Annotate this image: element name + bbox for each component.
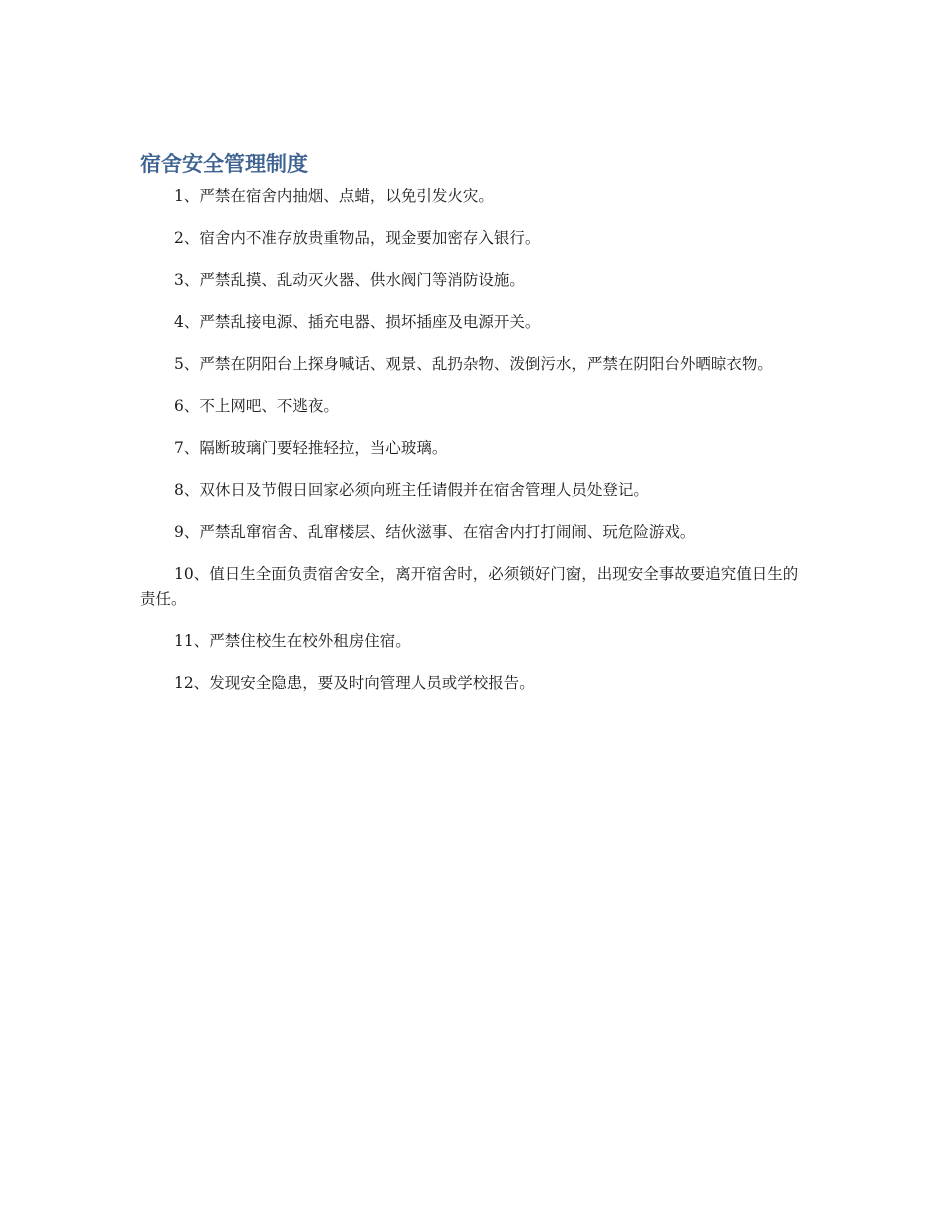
rule-item: 6、不上网吧、不逃夜。 <box>174 397 339 415</box>
rule-item: 4、严禁乱接电源、插充电器、损坏插座及电源开关。 <box>174 313 541 331</box>
rule-item: 9、严禁乱窜宿舍、乱窜楼层、结伙滋事、在宿舍内打打闹闹、玩危险游戏。 <box>174 523 696 541</box>
rule-item: 1、严禁在宿舍内抽烟、点蜡，以免引发火灾。 <box>174 187 494 205</box>
rule-item: 10、值日生全面负责宿舍安全，离开宿舍时，必须锁好门窗，出现安全事故要追究值日生的责任。 <box>140 565 799 608</box>
document-body <box>140 150 806 713</box>
rule-item: 5、严禁在阴阳台上探身喊话、观景、乱扔杂物、泼倒污水，严禁在阴阳台外晒晾衣物。 <box>174 355 773 373</box>
rule-item: 3、严禁乱摸、乱动灭火器、供水阀门等消防设施。 <box>174 271 525 289</box>
rule-item: 2、宿舍内不准存放贵重物品，现金要加密存入银行。 <box>174 229 541 247</box>
document-title: 宿舍安全管理制度 <box>140 152 308 176</box>
rule-item: 11、严禁住校生在校外租房住宿。 <box>174 632 411 650</box>
rule-item: 7、隔断玻璃门要轻推轻拉，当心玻璃。 <box>174 439 448 457</box>
rule-item: 12、发现安全隐患，要及时向管理人员或学校报告。 <box>174 674 535 692</box>
rule-item: 8、双休日及节假日回家必须向班主任请假并在宿舍管理人员处登记。 <box>174 481 649 499</box>
